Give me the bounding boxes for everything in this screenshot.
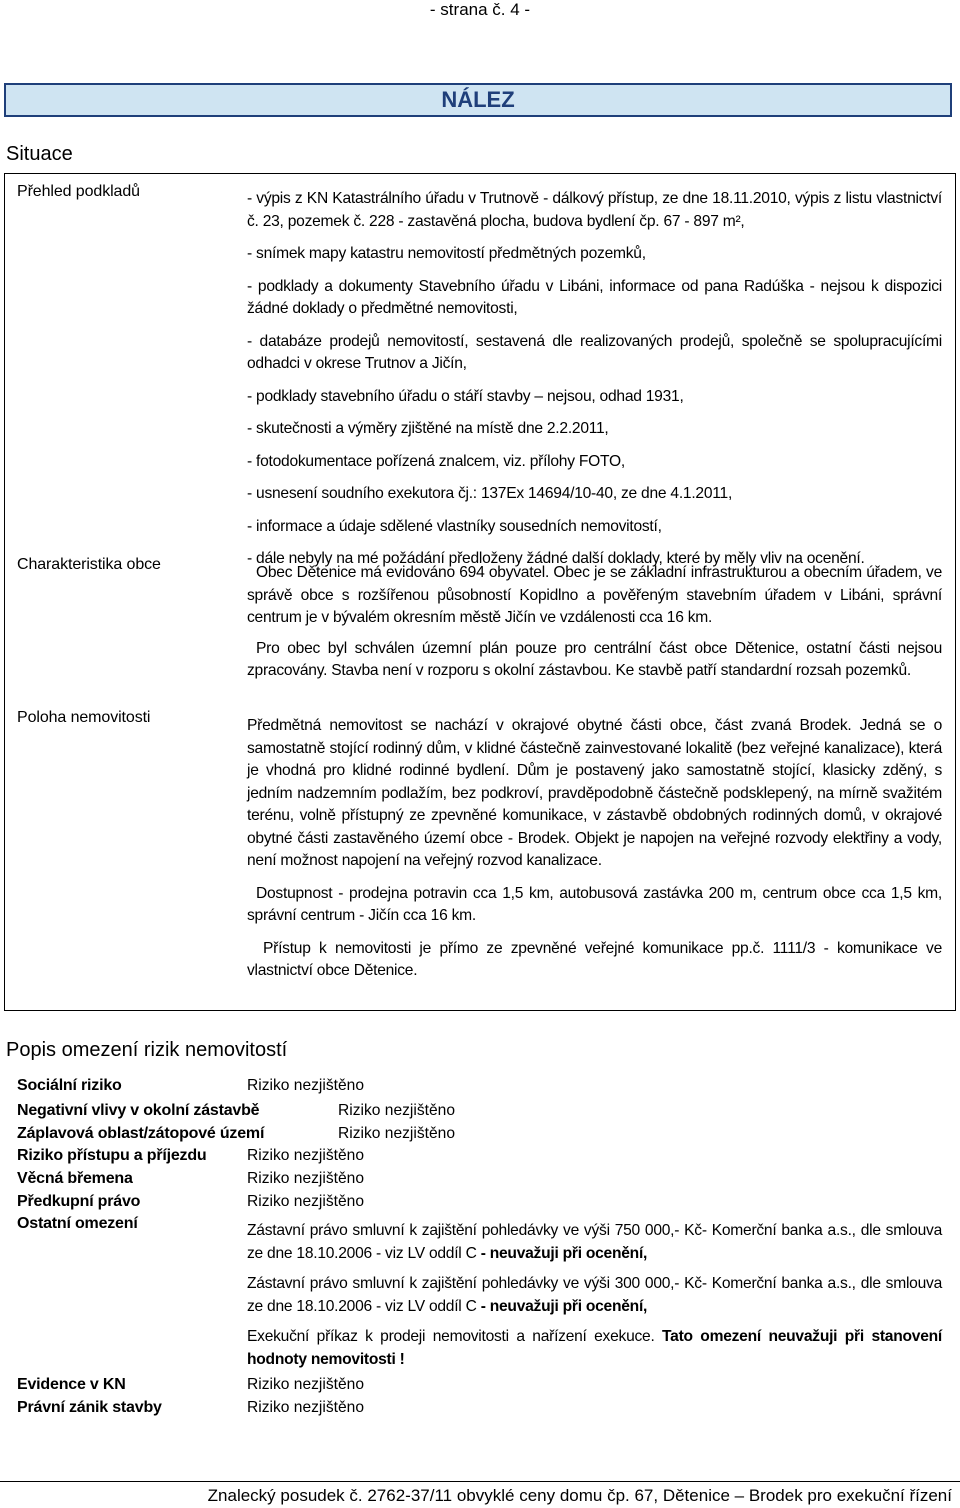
poloha-paragraph: Přístup k nemovitosti je přímo ze zpevněné veřejné komunikace pp.č. 1111/3 - komunikace ve vlastnictví obce Dětenice. bbox=[247, 939, 942, 979]
footer-text: Znalecký posudek č. 2762-37/11 obvyklé ceny domu čp. 67, Dětenice – Brodek pro exekuční řízení bbox=[207, 1486, 952, 1505]
risk-label: Předkupní právo bbox=[17, 1193, 141, 1210]
risk-value: Riziko nezjištěno bbox=[247, 1193, 365, 1210]
poloha-paragraph: Dostupnost - prodejna potravin cca 1,5 km, autobusová zastávka 200 m, centrum obce cca 1,5 km, správní centrum - Jičín cca 16 km. bbox=[247, 884, 942, 924]
risk-value: Riziko nezjištěno bbox=[247, 1147, 365, 1164]
prehled-item: - dále nebyly na mé požádání předloženy žádné další doklady, které by měly vliv na ocenění. bbox=[247, 550, 865, 567]
label-charakteristika-obce: Charakteristika obce bbox=[17, 556, 161, 573]
risk-label: Riziko přístupu a příjezdu bbox=[17, 1147, 207, 1164]
risk-value: Riziko nezjištěno bbox=[247, 1376, 365, 1393]
charakteristika-text bbox=[247, 562, 942, 683]
risk-label: Právní zánik stavby bbox=[17, 1399, 162, 1416]
risk-label-ostatni: Ostatní omezení bbox=[17, 1215, 138, 1232]
prehled-item: - usnesení soudního exekutora čj.: 137Ex 14694/10-40, ze dne 4.1.2011, bbox=[247, 485, 733, 502]
risk-value: Riziko nezjištěno bbox=[338, 1125, 456, 1142]
risk-value: Riziko nezjištěno bbox=[247, 1399, 365, 1416]
charakteristika-paragraph: Pro obec byl schválen územní plán pouze pro centrální část obce Dětenice, ostatní části nejsou zpracovány. Stavba není v rozporu s okolní zástavbou. Ke stavbě patří standardní rozsah pozemků. bbox=[247, 639, 942, 679]
ostatni-item: Exekuční příkaz k prodeji nemovitosti a nařízení exekuce. Tato omezení neuvažuji při stanovení hodnoty nemovitosti ! bbox=[247, 1328, 942, 1368]
prehled-item: - skutečnosti a výměry zjištěné na místě dne 2.2.2011, bbox=[247, 420, 609, 437]
page-number: - strana č. 4 - bbox=[429, 0, 531, 19]
poloha-text bbox=[247, 715, 942, 983]
footer-divider bbox=[0, 1481, 960, 1482]
prehled-item: - databáze prodejů nemovitostí, sestavená dle realizovaných prodejů, společně se spolupracujícími odhadci v okrese Trutnov a Jičín, bbox=[247, 332, 942, 372]
rizika-heading: Popis omezení rizik nemovitostí bbox=[6, 1039, 288, 1061]
risk-label: Sociální riziko bbox=[17, 1077, 122, 1094]
charakteristika-paragraph: Obec Dětenice má evidováno 694 obyvatel. Obec je se základní infrastrukturou a obecním úřadem, ve správě obce s rozšířenou působností Kopidlno a pověřeným stavebním úřadem v Libáni, správní centrum je v bývalém okresním městě Jičín ve vzdálenosti cca 16 km. bbox=[247, 564, 942, 626]
prehled-item: - podklady a dokumenty Stavebního úřadu v Libáni, informace od pana Radúška - nejsou k dispozici žádné doklady o předmětné nemovitosti, bbox=[247, 277, 942, 317]
section-banner: NÁLEZ bbox=[4, 83, 952, 117]
label-prehled-podkladu: Přehled podkladů bbox=[17, 183, 140, 200]
risk-label: Záplavová oblast/zátopové území bbox=[17, 1125, 265, 1142]
prehled-item: - fotodokumentace pořízená znalcem, viz. přílohy FOTO, bbox=[247, 452, 625, 470]
risk-value: Riziko nezjištěno bbox=[338, 1102, 456, 1119]
risk-label: Věcná břemena bbox=[17, 1170, 133, 1187]
prehled-list bbox=[247, 188, 942, 571]
label-poloha-nemovitosti: Poloha nemovitosti bbox=[17, 709, 151, 726]
ostatni-item: Zástavní právo smluvní k zajištění pohledávky ve výši 300 000,- Kč- Komerční banka a.s., dle smlouva ze dne 18.10.2006 - viz LV oddíl C - neuvažuji při ocenění, bbox=[247, 1275, 942, 1315]
risk-value: Riziko nezjištěno bbox=[247, 1077, 365, 1094]
risk-label: Evidence v KN bbox=[17, 1376, 126, 1393]
prehled-item: - snímek mapy katastru nemovitostí předmětných pozemků, bbox=[247, 245, 646, 262]
risk-value: Riziko nezjištěno bbox=[247, 1170, 365, 1187]
ostatni-item: Zástavní právo smluvní k zajištění pohledávky ve výši 750 000,- Kč- Komerční banka a.s., dle smlouva ze dne 18.10.2006 - viz LV oddíl C - neuvažuji při ocenění, bbox=[247, 1222, 942, 1262]
risk-label: Negativní vlivy v okolní zástavbě bbox=[17, 1102, 260, 1119]
prehled-item: - výpis z KN Katastrálního úřadu v Trutnově - dálkový přístup, ze dne 18.11.2010, výpis z listu vlastnictví č. 23, pozemek č. 228 - zastavěná plocha, budova bydlení čp. 67 - 897 m², bbox=[247, 190, 942, 230]
prehled-item: - informace a údaje sdělené vlastníky sousedních nemovitostí, bbox=[247, 517, 662, 535]
ostatni-omezeni-list bbox=[247, 1220, 942, 1371]
poloha-paragraph: Předmětná nemovitost se nachází v okrajové obytné části obce, část zvaná Brodek. Jedná se o samostatně stojící rodinný dům, v klidné částečně zainvestované lokalitě (bez veřejné kanalizace), která je vhodná pro klidné rodinné bydlení. Dům je postavený jako samostatně stojící, klasicky zděný, s jedním nadzemním podlažím, bez podkroví, pravděpodobně částečně podsklepený, na mírně svažitém terénu, volně přístupný ze zpevněné komunikace, v zástavbě obdobných rodinných domů, v okrajové obytné části zastavěného území obce - Brodek. Objekt je napojen na veřejné rozvody elektřiny a vody, není možnost napojení na veřejný rozvod kanalizace. bbox=[247, 717, 942, 869]
prehled-item: - podklady stavebního úřadu o stáří stavby – nejsou, odhad 1931, bbox=[247, 387, 684, 405]
situace-heading: Situace bbox=[6, 143, 73, 165]
